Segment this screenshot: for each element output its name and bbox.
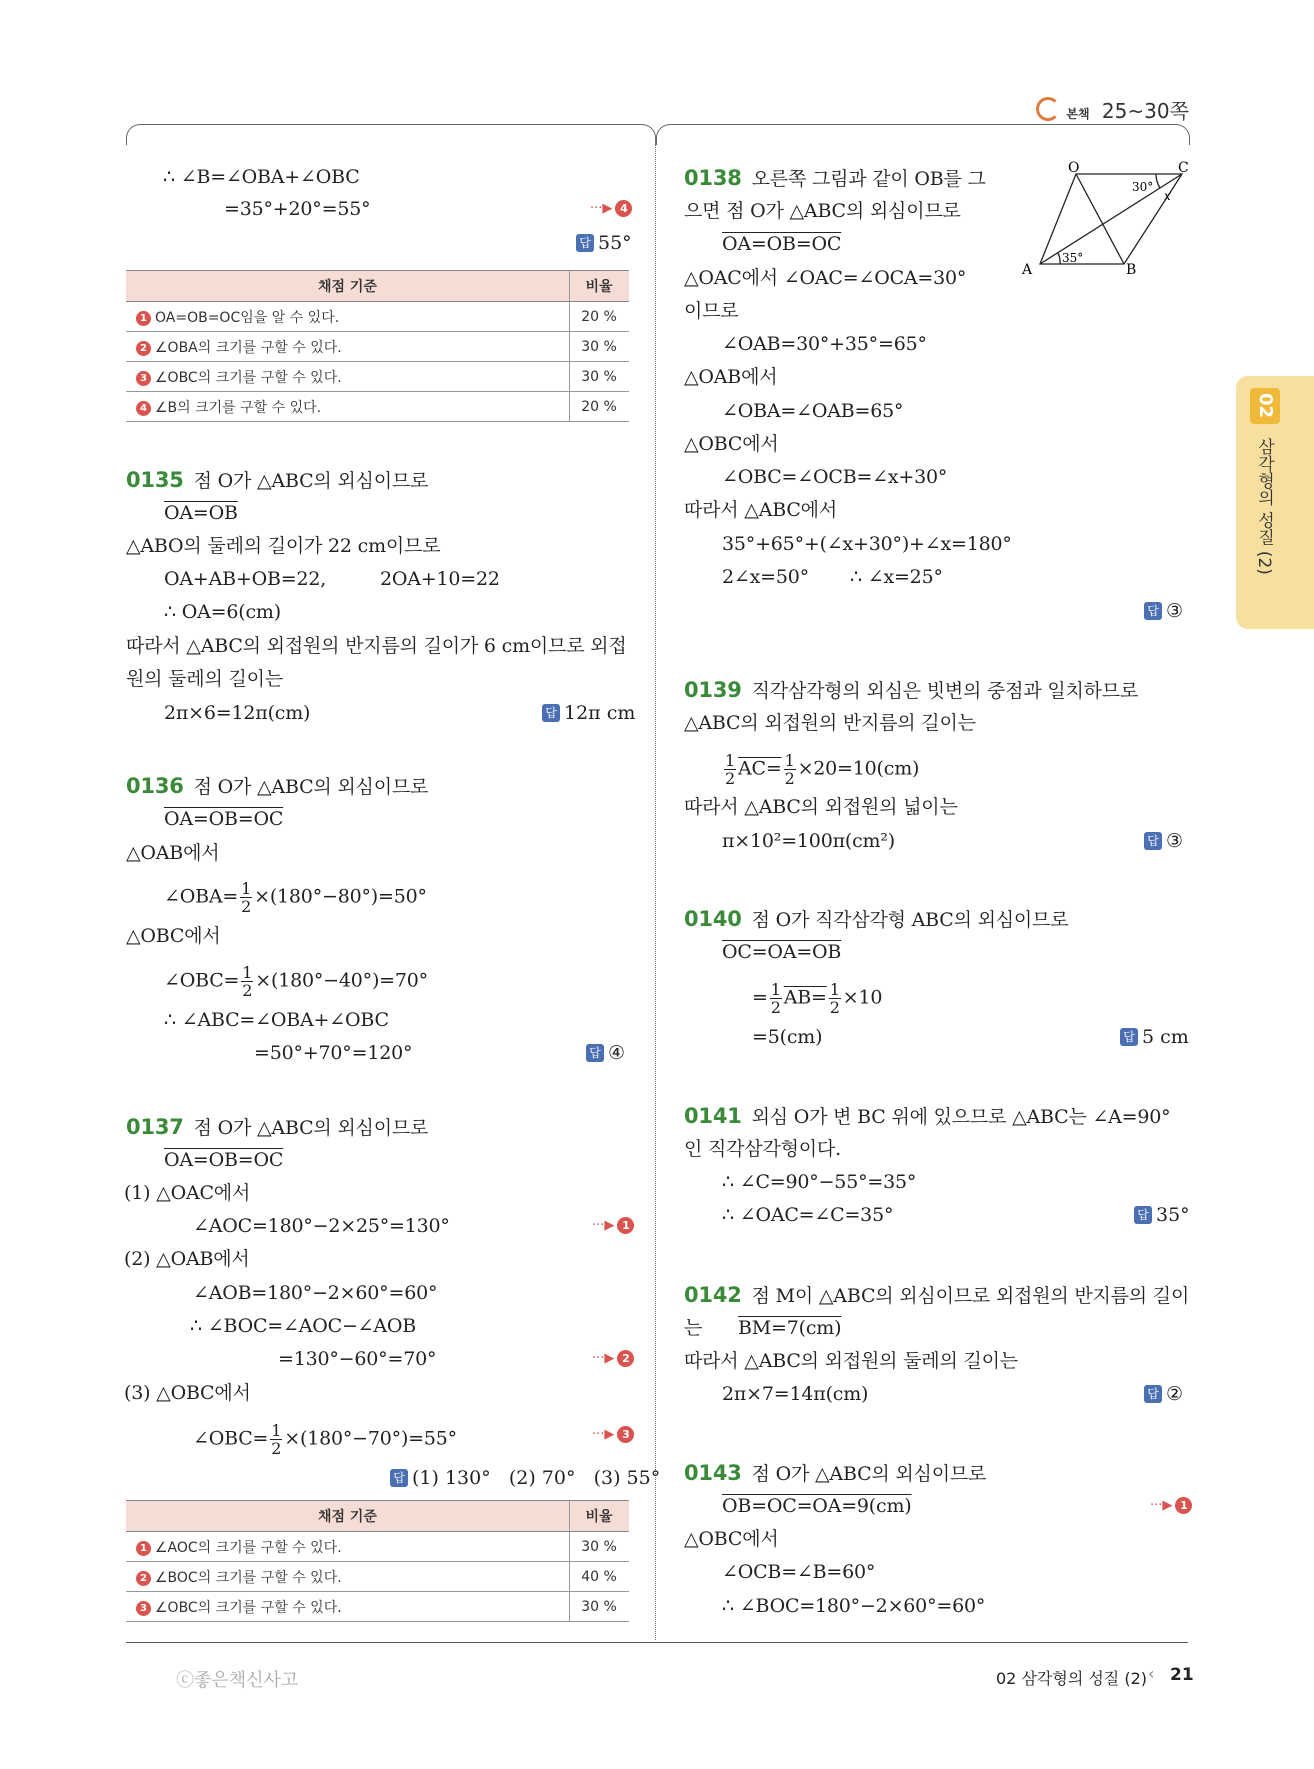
p0137-line: ∴ ∠BOC=∠AOC−∠AOB <box>190 1315 417 1337</box>
answer-badge-icon: 답 <box>586 1044 604 1062</box>
p0135-line: OA=OB <box>164 502 238 524</box>
angle-arc-35 <box>1058 253 1060 264</box>
answer-0140: 답 5 cm <box>1120 1024 1189 1050</box>
answer-badge-icon: 답 <box>1120 1028 1138 1046</box>
p0136-line: =50°+70°=120° <box>254 1042 413 1064</box>
p0141-line: ∴ ∠C=90°−55°=35° <box>722 1171 917 1193</box>
problem-0143: 0143 점 O가 △ABC의 외심이므로 <box>684 1461 987 1485</box>
problem-0141: 0141 외심 O가 변 BC 위에 있으므로 △ABC는 ∠A=90° <box>684 1104 1171 1128</box>
problem-0136: 0136 점 O가 △ABC의 외심이므로 <box>126 774 429 798</box>
p0138-line: 35°+65°+(∠x+30°)+∠x=180° <box>722 533 1012 555</box>
problem-0142: 0142 점 M이 △ABC의 외심이므로 외접원의 반지름의 길이 <box>684 1283 1190 1307</box>
step-mark-1: ···▶ 1 <box>1150 1497 1192 1514</box>
angle-35: 35° <box>1062 251 1084 265</box>
answer-0141: 답 35° <box>1134 1202 1190 1228</box>
chevron-left-icon: ‹ <box>1148 1664 1155 1683</box>
table-header-ratio: 비율 <box>570 271 630 302</box>
p0142-line: BM=7(cm) <box>738 1317 842 1339</box>
answer-0138: 답 ③ <box>1144 598 1183 624</box>
step-mark-2: ···▶ 2 <box>592 1350 634 1367</box>
p0135-line: 원의 둘레의 길이는 <box>126 668 283 690</box>
table-row: 1 ∠AOC의 크기를 구할 수 있다. 30 % <box>126 1532 629 1562</box>
label-O: O <box>1068 160 1080 176</box>
problem-0140: 0140 점 O가 직각삼각형 ABC의 외심이므로 <box>684 907 1069 931</box>
p0136-line: △OAB에서 <box>126 842 220 864</box>
top-line1: ∴ ∠B=∠OBA+∠OBC <box>163 166 360 188</box>
p0143-line: OB=OC=OA=9(cm) <box>722 1495 912 1517</box>
left-column-frame <box>126 124 656 145</box>
column-divider <box>655 140 656 1640</box>
p0142-line: 2π×7=14π(cm) <box>722 1383 869 1405</box>
scoring-table-0137 <box>126 1500 629 1622</box>
chapter-side-tab <box>1236 376 1314 629</box>
table-header-criteria: 채점 기준 <box>126 271 570 302</box>
answer-badge-icon: 답 <box>1144 832 1162 850</box>
table-row: 1 OA=OB=OC임을 알 수 있다. 20 % <box>126 302 629 332</box>
p0140-line: =5(cm) <box>752 1026 823 1048</box>
table-row: 3 ∠OBC의 크기를 구할 수 있다. 30 % <box>126 362 629 392</box>
problem-0137: 0137 점 O가 △ABC의 외심이므로 <box>126 1115 429 1139</box>
parallelogram-figure <box>1018 160 1196 278</box>
p0137-line: ∠AOB=180°−2×60°=60° <box>193 1282 438 1304</box>
p0138-line: 으면 점 O가 △ABC의 외심이므로 <box>684 200 961 222</box>
p0143-line: ∴ ∠BOC=180°−2×60°=60° <box>722 1595 986 1617</box>
answer-0135: 답 12π cm <box>542 700 635 726</box>
answer-badge-icon: 답 <box>1144 1385 1162 1403</box>
step-mark-1: ···▶ 1 <box>592 1217 634 1234</box>
p0139-line: $\frac{1}{2}$ AC= $\frac{1}{2}$ ×20=10(cm) <box>725 751 920 788</box>
bottom-rule <box>126 1642 1188 1643</box>
label-A: A <box>1022 262 1033 278</box>
p0136-line: ∠OBC= $\frac{1}{2}$ ×(180°−40°)=70° <box>164 963 428 1000</box>
answer-0137: 답 (1) 130° (2) 70° (3) 55° <box>390 1465 660 1491</box>
answer-top: 답 55° <box>576 230 632 256</box>
p0138-line: ∠OAB=30°+35°=65° <box>722 333 927 355</box>
p0138-line: 이므로 <box>684 300 739 322</box>
p0138-line: ∴ ∠x=25° <box>850 566 943 588</box>
p0135-line: OA+AB+OB=22, <box>164 568 327 590</box>
answer-badge-icon: 답 <box>576 234 594 252</box>
angle-arc-30 <box>1156 174 1160 188</box>
p0137-line: (3) △OBC에서 <box>124 1382 251 1404</box>
p0135-line: 따라서 △ABC의 외접원의 반지름의 길이가 6 cm이므로 외접 <box>126 635 627 657</box>
top-line2: =35°+20°=55° <box>224 198 371 220</box>
header-pages: 25~30쪽 <box>1101 99 1189 123</box>
p0138-line: ∠OBC=∠OCB=∠x+30° <box>722 466 948 488</box>
answer-badge-icon: 답 <box>1134 1206 1152 1224</box>
p0137-line: =130°−60°=70° <box>278 1348 437 1370</box>
p0138-line: 따라서 △ABC에서 <box>684 499 837 521</box>
label-B: B <box>1126 262 1137 278</box>
angle-x: x <box>1164 189 1171 203</box>
p0137-line: (1) △OAC에서 <box>124 1182 251 1204</box>
problem-0139: 0139 직각삼각형의 외심은 빗변의 중점과 일치하므로 <box>684 678 1139 702</box>
angle-30: 30° <box>1132 180 1154 194</box>
p0137-line: ∠AOC=180°−2×25°=130° <box>193 1215 450 1237</box>
p0139-line: 따라서 △ABC의 외접원의 넓이는 <box>684 796 958 818</box>
p0137-line: ∠OBC= $\frac{1}{2}$ ×(180°−70°)=55° <box>193 1421 457 1458</box>
header-prefix: 본책 <box>1066 107 1090 121</box>
answer-0136: 답 ④ <box>586 1040 625 1066</box>
p0138-line: 2∠x=50° <box>722 566 809 588</box>
p0135-line: 2OA+10=22 <box>380 568 500 590</box>
table-row: 3 ∠OBC의 크기를 구할 수 있다. 30 % <box>126 1592 629 1622</box>
answer-badge-icon: 답 <box>1144 602 1162 620</box>
p0138-line: △OAC에서 ∠OAC=∠OCA=30° <box>684 267 967 289</box>
page-header <box>1036 95 1189 124</box>
p0135-line: ∴ OA=6(cm) <box>164 601 281 623</box>
p0135-line: △ABO의 둘레의 길이가 22 cm이므로 <box>126 535 441 557</box>
table-header-ratio: 비율 <box>570 1501 630 1532</box>
answer-0142: 답 ② <box>1144 1381 1183 1407</box>
p0139-line: △ABC의 외접원의 반지름의 길이는 <box>684 712 976 734</box>
p0137-line: (2) △OAB에서 <box>124 1248 250 1270</box>
side-tab-title: 삼각형의 성질 (2) <box>1254 438 1274 575</box>
problem-0138: 0138 오른쪽 그림과 같이 OB를 그 <box>684 166 986 190</box>
p0141-line: ∴ ∠OAC=∠C=35° <box>722 1204 894 1226</box>
p0141-line: 인 직각삼각형이다. <box>684 1138 841 1160</box>
table-header-criteria: 채점 기준 <box>126 1501 570 1532</box>
label-C: C <box>1178 160 1189 176</box>
answer-badge-icon: 답 <box>390 1469 408 1487</box>
p0136-line: △OBC에서 <box>126 925 221 947</box>
side-tab-number: 02 <box>1250 388 1280 424</box>
step-mark-3: ···▶ 3 <box>592 1426 634 1443</box>
p0137-line: OA=OB=OC <box>164 1149 284 1171</box>
p0138-line: OA=OB=OC <box>722 233 842 255</box>
p0139-line: π×10²=100π(cm²) <box>722 830 895 852</box>
p0143-line: △OBC에서 <box>684 1528 779 1550</box>
refresh-arrow-icon <box>1036 97 1060 121</box>
table-row: 4 ∠B의 크기를 구할 수 있다. 20 % <box>126 392 629 422</box>
problem-0135: 0135 점 O가 △ABC의 외심이므로 <box>126 468 429 492</box>
p0140-line: OC=OA=OB <box>722 941 842 963</box>
right-column-frame <box>656 124 1190 145</box>
scoring-table-top <box>126 270 629 422</box>
p0142-line: 는 <box>684 1317 703 1339</box>
answer-badge-icon: 답 <box>542 704 560 722</box>
page-number: 21 <box>1170 1665 1194 1685</box>
p0138-line: △OAB에서 <box>684 366 778 388</box>
p0140-line: = $\frac{1}{2}$ AB= $\frac{1}{2}$ ×10 <box>752 980 883 1017</box>
p0138-line: △OBC에서 <box>684 433 779 455</box>
p0142-line: 따라서 △ABC의 외접원의 둘레의 길이는 <box>684 1350 1018 1372</box>
p0143-line: ∠OCB=∠B=60° <box>722 1561 876 1583</box>
p0136-line: OA=OB=OC <box>164 808 284 830</box>
footer-chapter: 02 삼각형의 성질 (2) <box>996 1669 1148 1688</box>
table-row: 2 ∠BOC의 크기를 구할 수 있다. 40 % <box>126 1562 629 1592</box>
p0136-line: ∠OBA= $\frac{1}{2}$ ×(180°−80°)=50° <box>164 879 427 916</box>
footer-publisher: ⓒ좋은책신사고 <box>176 1670 299 1691</box>
p0135-line: 2π×6=12π(cm) <box>164 702 311 724</box>
step-mark-4: ···▶ 4 <box>590 200 632 217</box>
answer-0139: 답 ③ <box>1144 828 1183 854</box>
p0136-line: ∴ ∠ABC=∠OBA+∠OBC <box>164 1009 389 1031</box>
table-row: 2 ∠OBA의 크기를 구할 수 있다. 30 % <box>126 332 629 362</box>
p0138-line: ∠OBA=∠OAB=65° <box>722 400 904 422</box>
